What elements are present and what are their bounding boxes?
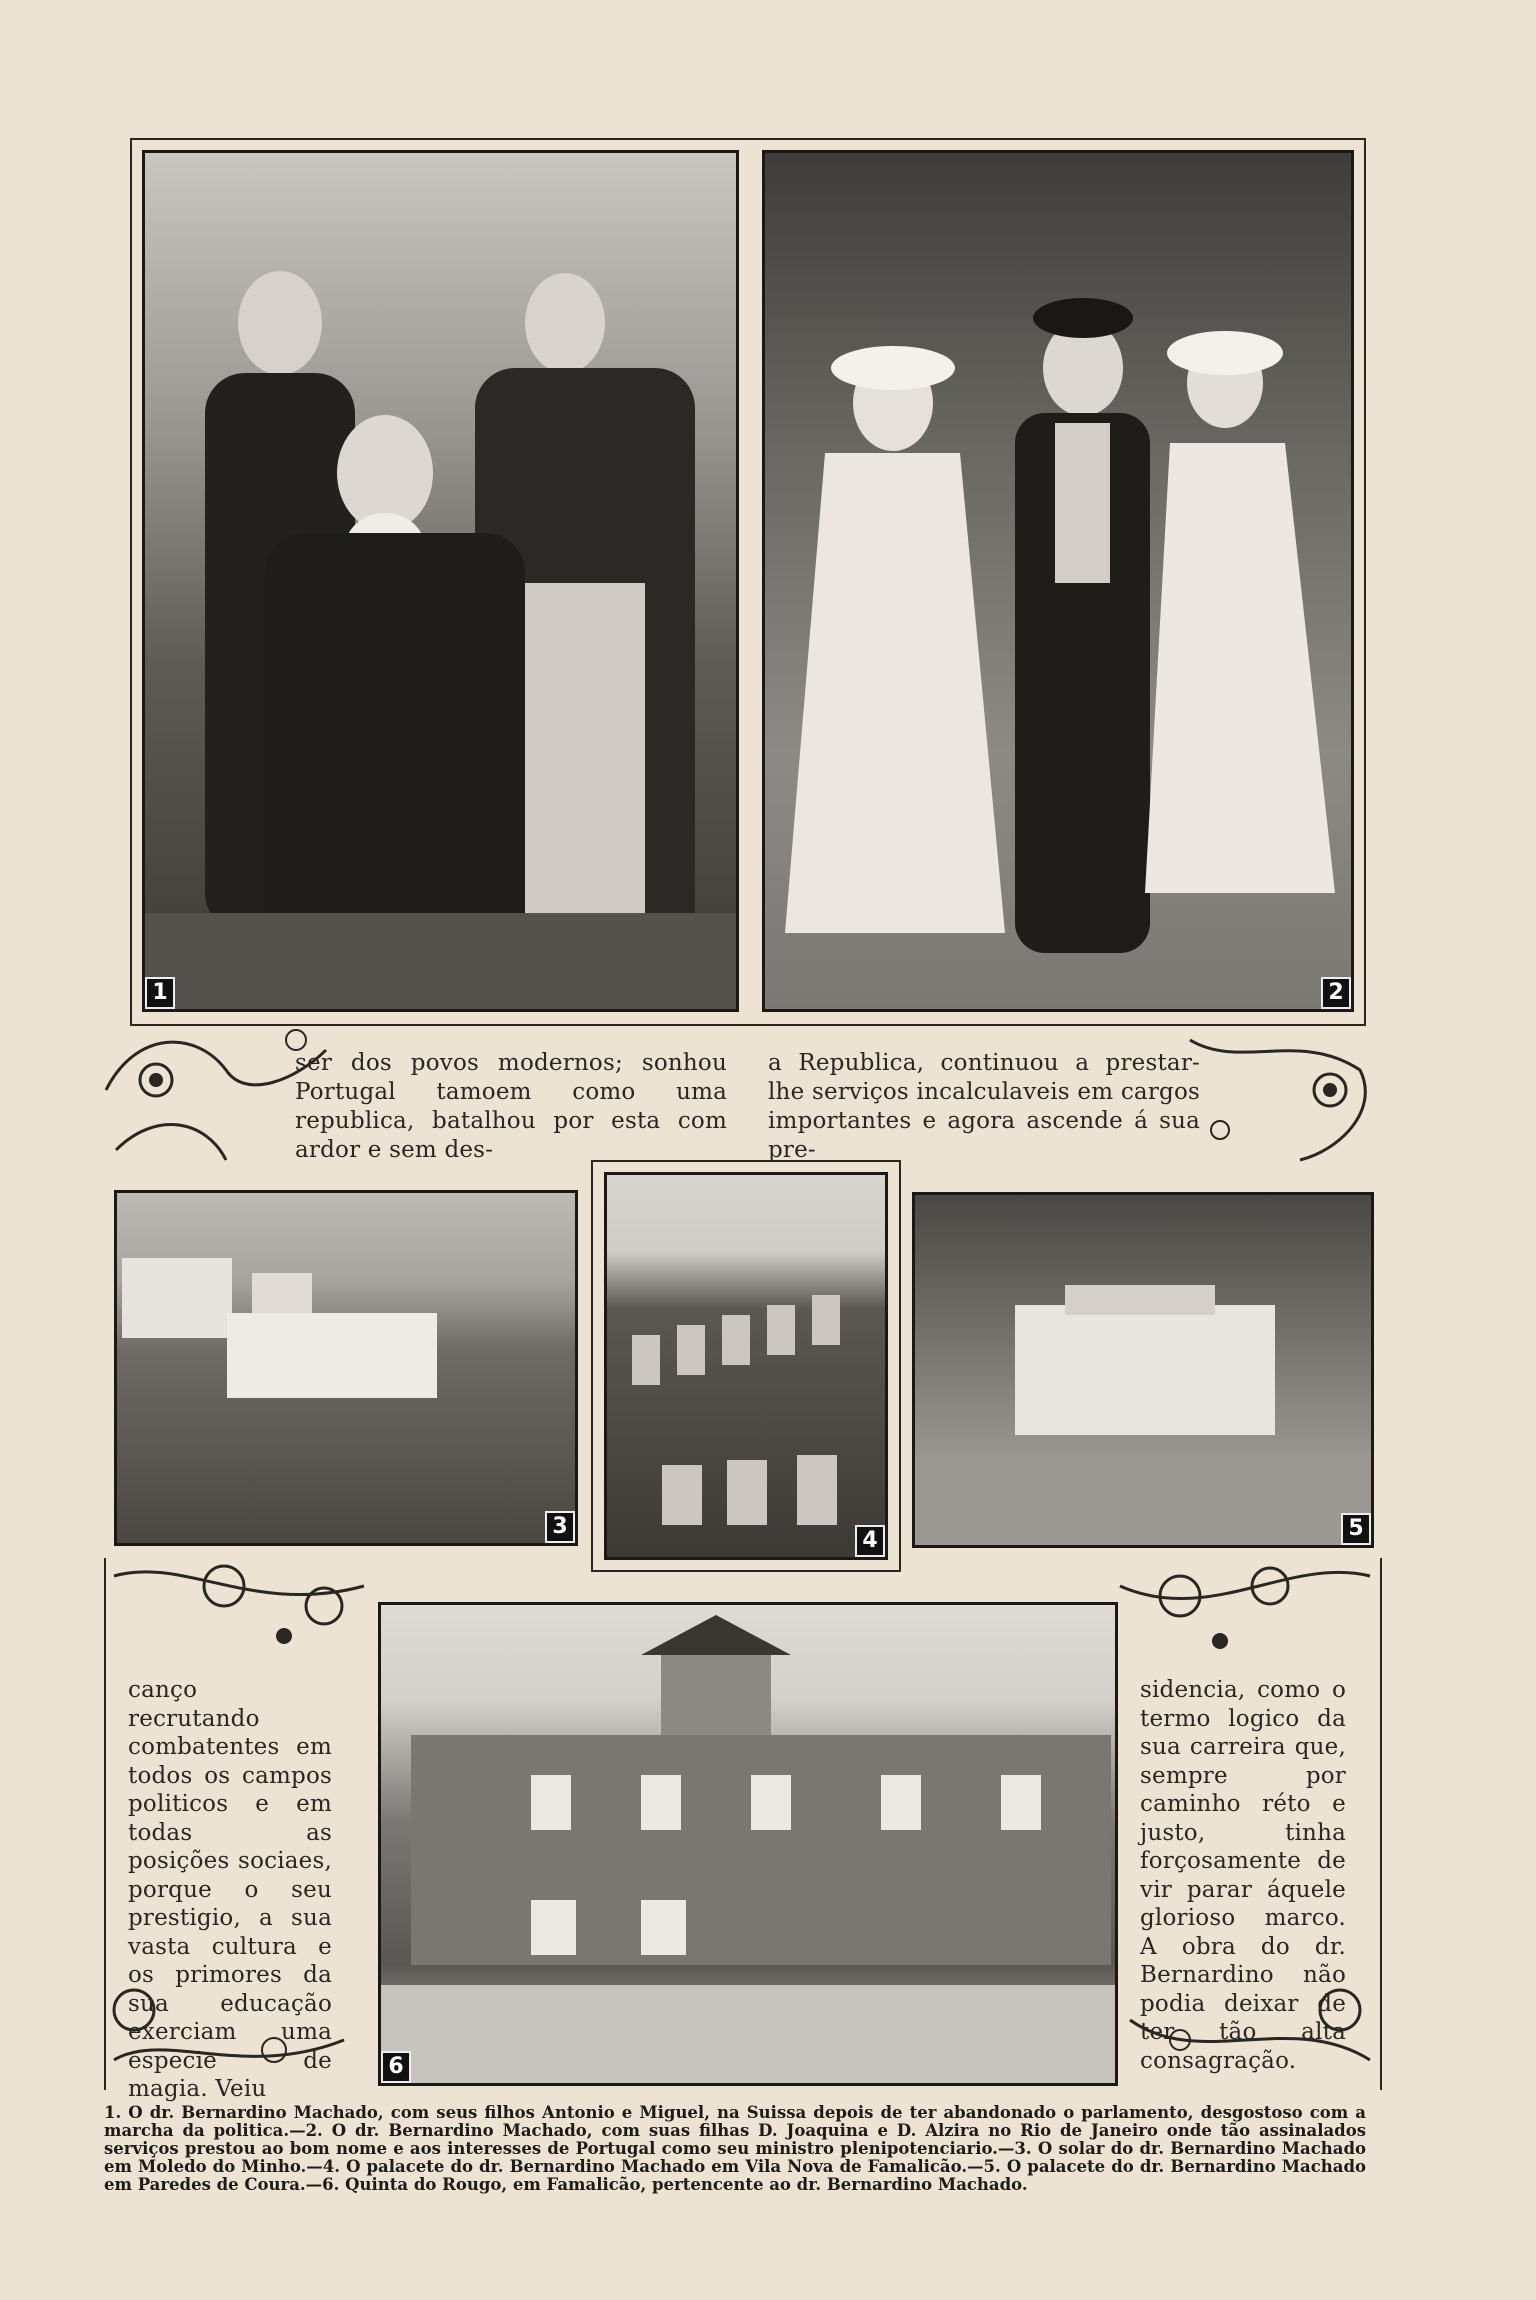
text-top-right: a Republica, continuou a prestar-lhe serviços incalculaveis em cargos importantes e agora ascende á sua pre-: [768, 1050, 1200, 1163]
photo-2-number: 2: [1321, 977, 1351, 1009]
photo-4-number: 4: [855, 1525, 885, 1557]
photo-5-palacete-paredes: [912, 1192, 1374, 1548]
photo-5-number: 5: [1341, 1513, 1371, 1545]
photo-5-building: [915, 1195, 1374, 1548]
photo-6-number: 6: [381, 2051, 411, 2083]
text-top-left: ser dos povos modernos; sonhou Portugal tamoem como uma republica, batalhou por esta com ardor e sem des-: [295, 1050, 727, 1163]
text-bottom-left: canço recrutando combatentes em todos os campos politicos e em todas as posições sociaes, porque o seu prestigio, a sua vasta cultura e os primores da sua educação exerciam uma especie de magia. Veiu: [128, 1677, 332, 2102]
photo-1-figures: [145, 153, 739, 1012]
photo-2-figures: [765, 153, 1354, 1012]
ornament-bottom-left-top: [104, 1556, 374, 1676]
ornament-bottom-right-top: [1110, 1556, 1380, 1676]
photo-1-number: 1: [145, 977, 175, 1009]
photo-4-palacete-famalicao: [604, 1172, 888, 1560]
photo-3-number: 3: [545, 1511, 575, 1543]
photo-captions: 1. O dr. Bernardino Machado, com seus filhos Antonio e Miguel, na Suissa depois de ter abandonado o parlamento, desgostoso com a marcha da politica.—2. O dr. Bernardino Machado, com suas filhas D. Joaquina e D. Alzira no Rio de Janeiro onde tão assinalados serviços prestou ao bom nome e aos interesses de Portugal como seu ministro plenipotenciario.—3. O solar do dr. Bernardino Machado em Moledo do Minho.—4. O palacete do dr. Bernardino Machado em Vila Nova de Famalicão.—5. O palacete do dr. Bernardino Machado em Paredes de Coura.—6. Quinta do Rougo, em Famalicão, pertencente ao dr. Bernardino Machado.: [104, 2103, 1366, 2194]
photo-2-with-daughters: [762, 150, 1354, 1012]
photo-1-family-portrait: [142, 150, 739, 1012]
photo-3-buildings: [117, 1193, 578, 1546]
photo-4-building-facade: [607, 1175, 888, 1560]
photo-6-quinta-rougo: [378, 1602, 1118, 2086]
photo-6-house: [381, 1605, 1118, 2086]
photo-3-solar-moledo: [114, 1190, 578, 1546]
ornament-right-scroll: [1180, 1010, 1380, 1180]
text-bottom-right: sidencia, como o termo logico da sua carreira que, sempre por caminho réto e justo, tinha forçosamente de vir parar áquele glorioso marco. A obra do dr. Bernardino não podia deixar de ter tão alta consagração.: [1140, 1677, 1346, 2074]
